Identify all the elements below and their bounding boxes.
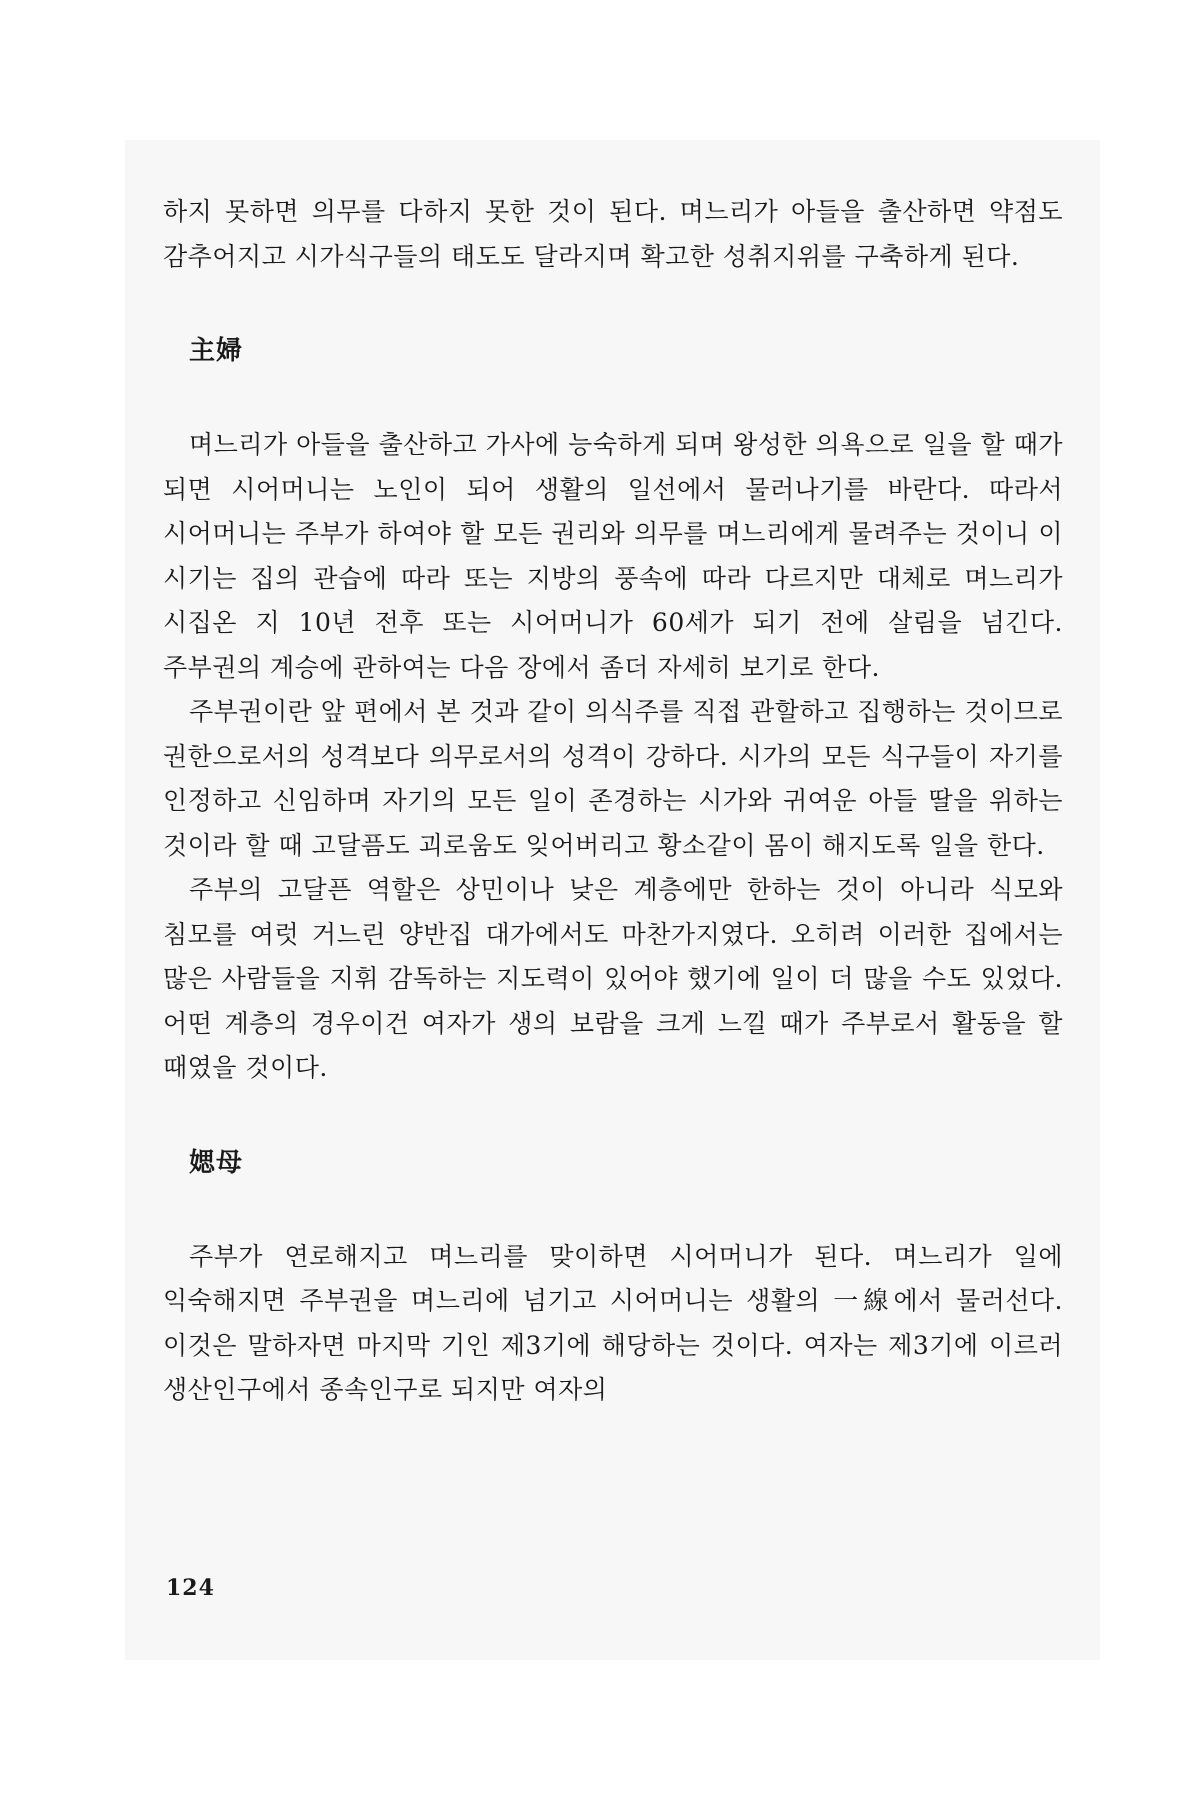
page-number: 124 — [166, 1575, 215, 1601]
body-paragraph: 주부권이란 앞 편에서 본 것과 같이 의식주를 직접 관할하고 집행하는 것이므로 권한으로서의 성격보다 의무로서의 성격이 강하다. 시가의 모든 식구들이 자기를 인정하고 신임하며 자기의 모든 일이 존경하는 시가와 귀여운 아들 딸을 위하는 것이라 할 때 고달픔도 괴로움도 잊어버리고 황소같이 몸이 해지도록 일을 한다. — [163, 697, 1063, 860]
section-title-housewife: 主婦 — [189, 336, 244, 366]
body-paragraph: 주부의 고달픈 역할은 상민이나 낮은 계층에만 한하는 것이 아니라 식모와 침모를 여럿 거느린 양반집 대가에서도 마찬가지였다. 오히려 이러한 집에서는 많은 사람들을 지휘 감독하는 지도력이 있어야 했기에 일이 더 많을 수도 있었다. 어떤 계층의 경우이건 여자가 생의 보람을 크게 느낄 때가 주부로서 활동을 할 때였을 것이다. — [163, 875, 1063, 1082]
section-title-mother-in-law: 媤母 — [189, 1147, 244, 1178]
intro-paragraph: 하지 못하면 의무를 다하지 못한 것이 된다. 며느리가 아들을 출산하면 약점도 감추어지고 시가식구들의 태도도 달라지며 확고한 성취지위를 구축하게 된다. — [163, 197, 1063, 271]
page-content — [163, 190, 1063, 1413]
body-paragraph: 주부가 연로해지고 며느리를 맞이하면 시어머니가 된다. 며느리가 일에 익숙해지면 주부권을 며느리에 넘기고 시어머니는 생활의 一線에서 물러선다. 이것은 말하자면 마지막 기인 제3기에 해당하는 것이다. 여자는 제3기에 이르러 생산인구에서 종속인구로 되지만 여자의 — [163, 1241, 1063, 1404]
body-paragraph: 며느리가 아들을 출산하고 가사에 능숙하게 되며 왕성한 의욕으로 일을 할 때가 되면 시어머니는 노인이 되어 생활의 일선에서 물러나기를 바란다. 따라서 시어머니는 주부가 하여야 할 모든 권리와 의무를 며느리에게 물려주는 것이니 이 시기는 집의 관습에 따라 또는 지방의 풍속에 따라 다르지만 대체로 며느리가 시집온 지 10년 전후 또는 시어머니가 60세가 되기 전에 살림을 넘긴다. 주부권의 계승에 관하여는 다음 장에서 좀더 자세히 보기로 한다. — [163, 430, 1063, 682]
